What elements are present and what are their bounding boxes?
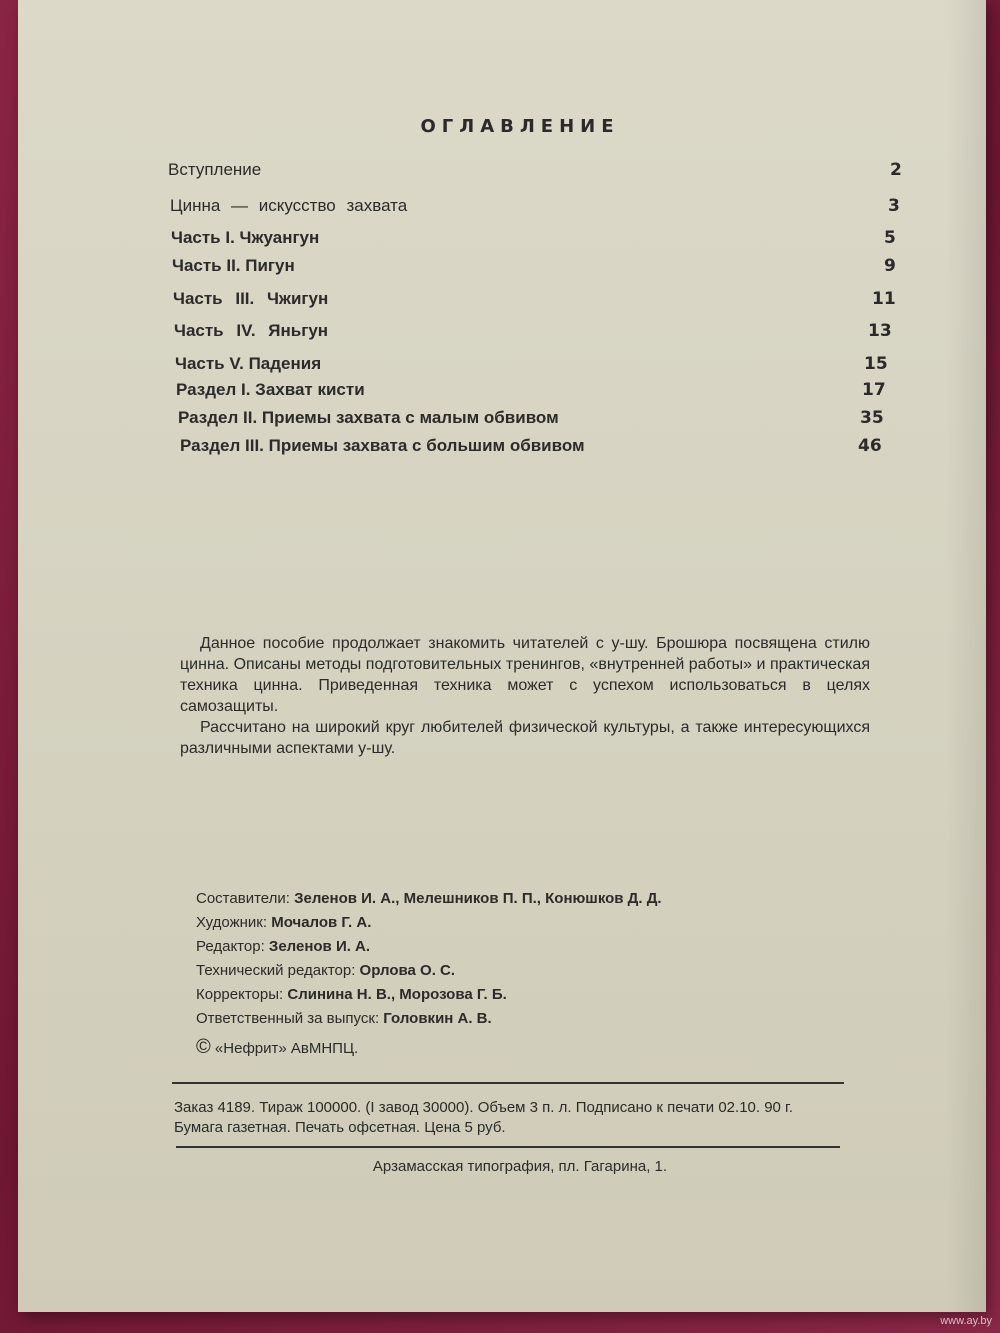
toc-entry-label: Часть IV. Яньгун <box>174 321 329 340</box>
toc-entry <box>0 196 1000 220</box>
toc-entry <box>0 380 1000 404</box>
copyright-icon: © <box>196 1036 211 1058</box>
toc-entry-page: 9 <box>884 256 896 276</box>
toc-entry <box>0 228 1000 252</box>
toc-entry-label: Раздел III. Приемы захвата с большим обвивом <box>180 436 585 455</box>
credits-artist <box>196 911 662 935</box>
toc-entry-label: Вступление <box>168 160 262 179</box>
credits-responsible <box>196 1007 662 1031</box>
toc-entry <box>0 160 1000 184</box>
toc-entry-page: 2 <box>890 160 902 180</box>
watermark: www.ay.by <box>940 1315 992 1327</box>
credits-label: Технический редактор: <box>196 962 356 979</box>
annotation-paragraph: Данное пособие продолжает знакомить читателей с у-шу. Брошюра посвящена стилю цинна. Описаны методы подготовительных тренингов, «внутренней работы» и практическая техника цинна. Приведенная техника может с успехом использоваться в целях самозащиты. <box>180 635 870 715</box>
credits-block <box>196 887 662 1061</box>
credits-value: Зеленов И. А. <box>268 938 371 955</box>
credits-value: Зеленов И. А., Мелешников П. П., Конюшков Д. Д. <box>294 890 662 907</box>
toc-entry <box>0 408 1000 432</box>
credits-label: Художник: <box>196 914 268 931</box>
toc-entry-label: Цинна — искусство захвата <box>170 196 408 215</box>
printing-house: Арзамасская типография, пл. Гагарина, 1. <box>372 1158 668 1175</box>
toc-entry-page: 13 <box>868 321 892 341</box>
toc-entry-label: Часть III. Чжигун <box>173 289 329 308</box>
credits-value: Орлова О. С. <box>359 962 456 979</box>
copyright-text: «Нефрит» АвМНПЦ. <box>214 1040 359 1057</box>
credits-copyright <box>196 1035 662 1061</box>
toc-entry <box>0 354 1000 378</box>
toc-entry-label: Часть II. Пигун <box>172 256 295 275</box>
credits-label: Составители: <box>196 890 290 907</box>
credits-value: Головкин А. В. <box>383 1010 492 1027</box>
toc-entry <box>0 436 1000 460</box>
toc-entry <box>0 256 1000 280</box>
divider-top <box>172 1082 844 1084</box>
toc-entry <box>0 289 1000 313</box>
divider-bottom <box>176 1146 840 1148</box>
toc-entry-page: 11 <box>872 289 896 309</box>
imprint-text: Заказ 4189. Тираж 100000. (I завод 30000). Объем 3 п. л. Подписано к печати 02.10. 90 г. Бумага газетная. Печать офсетная. Цена 5 руб. <box>174 1099 793 1136</box>
credits-label: Корректоры: <box>196 986 284 1003</box>
toc-entry-label: Часть V. Падения <box>175 354 322 373</box>
credits-value: Слинина Н. В., Морозова Г. Б. <box>287 986 507 1003</box>
toc-entry-page: 15 <box>864 354 888 374</box>
credits-editor <box>196 935 662 959</box>
toc-entry-page: 35 <box>860 408 884 428</box>
toc-entry-label: Раздел II. Приемы захвата с малым обвивом <box>178 408 559 427</box>
credits-value: Мочалов Г. А. <box>271 914 372 931</box>
credits-label: Ответственный за выпуск: <box>196 1010 380 1027</box>
toc-entry-page: 46 <box>858 436 882 456</box>
toc-entry-label: Раздел I. Захват кисти <box>176 380 365 399</box>
toc-entry-label: Часть I. Чжуангун <box>171 228 320 247</box>
credits-label: Редактор: <box>196 938 265 955</box>
credits-proofreaders <box>196 983 662 1007</box>
credits-tech-editor <box>196 959 662 983</box>
credits-compilers <box>196 887 662 911</box>
toc-entry-page: 3 <box>888 196 900 216</box>
toc-entry-page: 17 <box>862 380 886 400</box>
toc-entry <box>0 321 1000 345</box>
toc-entry-page: 5 <box>884 228 896 248</box>
annotation-paragraph: Рассчитано на широкий круг любителей физической культуры, а также интересующихся различными аспектами у-шу. <box>180 719 870 757</box>
toc-title: ОГЛАВЛЕНИЕ <box>420 116 620 137</box>
book-annotation <box>180 633 870 759</box>
